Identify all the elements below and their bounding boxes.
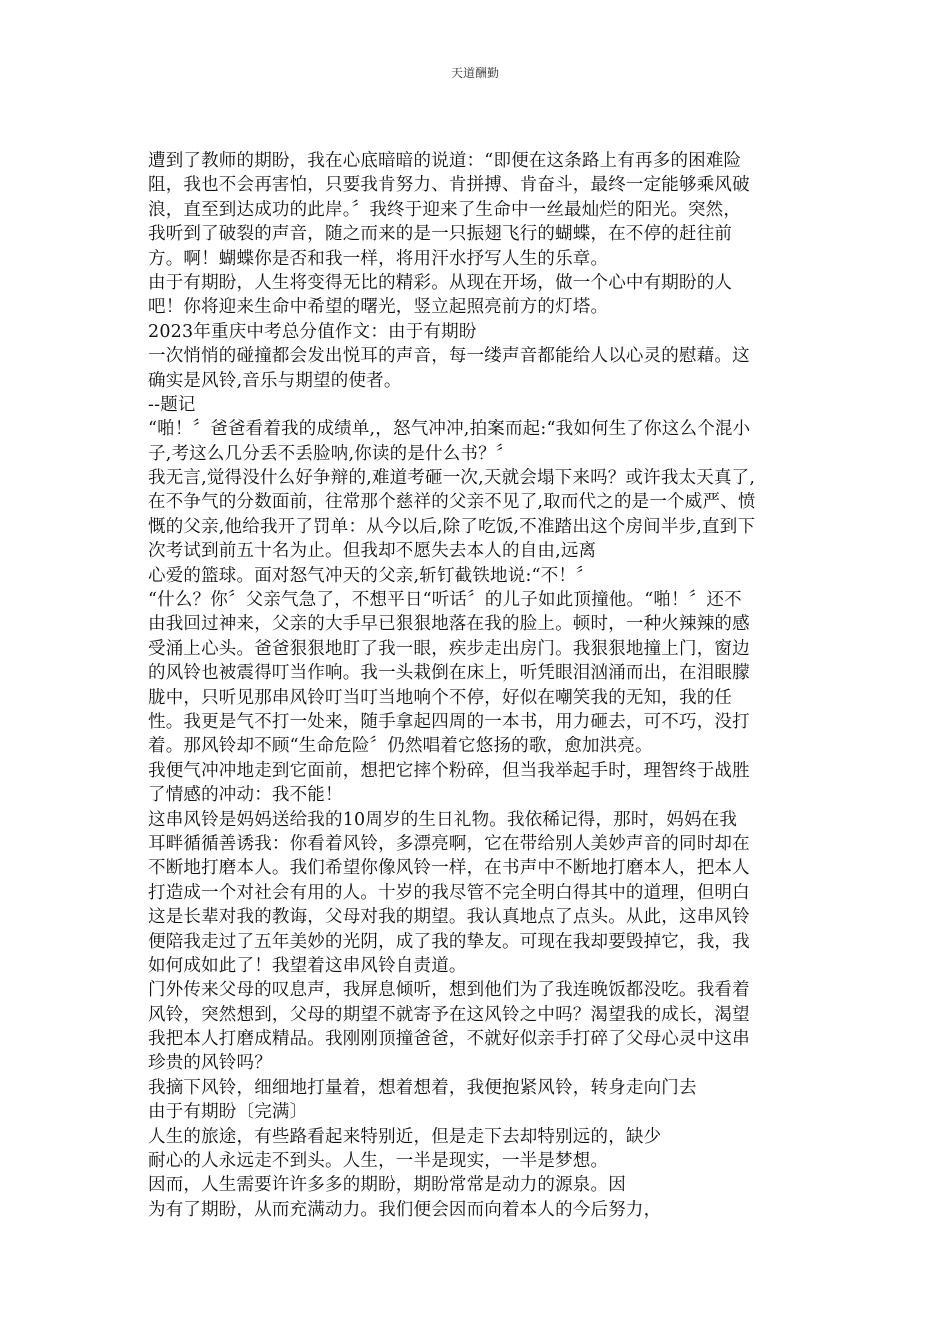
text-line: 由我回过神来，父亲的大手早已狠狠地落在我的脸上。顿时，一种火辣辣的感: [148, 614, 750, 635]
text-line: 我把本人打磨成精品。我刚刚顶撞爸爸，不就好似亲手打碎了父母心灵中这串: [148, 1029, 750, 1050]
text-line: 便陪我走过了五年美妙的光阴，成了我的挚友。可现在我却要毁掉它，我，我: [148, 931, 750, 952]
text-line: “啪！〞爸爸看着我的成绩单,，怒气冲冲,拍案而起:“我如何生了你这么个混小: [148, 419, 751, 440]
text-line: 我摘下风铃，细细地打量着，想着想着，我便抱紧风铃，转身走向门去: [148, 1077, 697, 1098]
text-line: 人生的旅途，有些路看起来特别近，但是走下去却特别远的，缺少: [148, 1126, 662, 1147]
text-line: 为有了期盼，从而充满动力。我们便会因而向着本人的今后努力，: [148, 1199, 662, 1220]
text-line: 耳畔循循善诱我：你看着风铃，多漂亮啊，它在带给别人美妙声音的同时却在: [148, 833, 750, 854]
text-line: 由于有期盼，人生将变得无比的精彩。从现在开场，做一个心中有期盼的人: [148, 272, 733, 293]
text-line: 慨的父亲,他给我开了罚单：从今以后,除了吃饭,不准踏出这个房间半步,直到下: [148, 516, 756, 537]
text-line: 在不争气的分数面前，往常那个慈祥的父亲不见了,取而代之的是一个威严、愤: [148, 492, 756, 513]
text-line: 胧中，只听见那串风铃叮当叮当地响个不停，好似在嘲笑我的无知，我的任: [148, 687, 733, 708]
text-line: 阻，我也不会再害怕，只要我肯努力、肯拼搏、肯奋斗，最终一定能够乘风破: [148, 175, 750, 196]
text-line: 性。我更是气不打一处来，随手拿起四周的一本书，用力砸去，可不巧，没打: [148, 711, 750, 732]
text-line: 打造成一个对社会有用的人。十岁的我尽管不完全明白得其中的道理，但明白: [148, 882, 750, 903]
text-line: 心爱的篮球。面对怒气冲天的父亲,斩钉截铁地说:“不！〞: [148, 565, 594, 586]
text-line: 风铃，突然想到，父母的期望不就寄予在这风铃之中吗？渴望我的成长，渴望: [148, 1004, 750, 1025]
page-header-title: 天道酬勤: [450, 66, 499, 80]
text-line: 这串风铃是妈妈送给我的10周岁的生日礼物。我依稀记得，那时，妈妈在我: [148, 809, 738, 830]
text-line: --题记: [148, 394, 196, 415]
text-line: 珍贵的风铃吗？: [148, 1053, 272, 1074]
text-line: 吧！你将迎来生命中希望的曙光，竖立起照亮前方的灯塔。: [148, 297, 609, 318]
text-line: 我听到了破裂的声音，随之而来的是一只振翅飞行的蝴蝶，在不停的赶往前: [148, 224, 733, 245]
text-line: 一次悄悄的碰撞都会发出悦耳的声音，每一缕声音都能给人以心灵的慰藉。这: [148, 346, 750, 367]
text-line: 不断地打磨本人。我们希望你像风铃一样，在书声中不断地打磨本人，把本人: [148, 858, 750, 879]
document-body: [148, 149, 808, 1222]
text-line: 遭到了教师的期盼，我在心底暗暗的说道：“即便在这条路上有再多的困难险: [148, 151, 742, 171]
text-line: 门外传来父母的叹息声，我屏息倾听，想到他们为了我连晚饭都没吃。我看着: [148, 980, 750, 1001]
text-line: 2023年重庆中考总分值作文：由于有期盼: [148, 321, 477, 342]
text-line: 子,考这么几分丢不丢脸呐,你读的是什么书？〞: [148, 443, 514, 464]
text-line: “什么？你〞父亲气急了，不想平日“听话〞的儿子如此顶撞他。“啪！〞还不: [148, 590, 742, 611]
text-line: 着。那风铃却不顾“生命危险〞仍然唱着它悠扬的歌，愈加洪亮。: [148, 736, 653, 757]
text-line: 方。啊！蝴蝶你是否和我一样，将用汗水抒写人生的乐章。: [148, 248, 609, 269]
text-line: 的风铃也被震得叮当作响。我一头栽倒在床上，听凭眼泪汹涌而出，在泪眼朦: [148, 663, 750, 684]
text-line: 我便气冲冲地走到它面前，想把它摔个粉碎，但当我举起手时，理智终于战胜: [148, 760, 750, 781]
text-line: 耐心的人永远走不到头。人生，一半是现实，一半是梦想。: [148, 1151, 609, 1172]
text-line: 受涌上心头。爸爸狠狠地盯了我一眼，疾步走出房门。我狠狠地撞上门，窗边: [148, 638, 750, 659]
text-line: 因而，人生需要许许多多的期盼，期盼常常是动力的源泉。因: [148, 1175, 626, 1196]
text-line: 如何成如此了！我望着这串风铃自责道。: [148, 955, 467, 976]
text-line: 确实是风铃,音乐与期望的使者。: [148, 370, 402, 391]
text-line: 浪，直至到达成功的此岸。〞我终于迎来了生命中一丝最灿烂的阳光。突然，: [148, 199, 742, 220]
text-line: 由于有期盼〔完满〕: [148, 1102, 308, 1123]
text-line: 我无言,觉得没什么好争辩的,难道考砸一次,天就会塌下来吗？或许我太天真了,: [148, 468, 756, 489]
text-line: 了情感的冲动：我不能！: [148, 785, 343, 806]
text-line: 这是长辈对我的教诲，父母对我的期望。我认真地点了点头。从此，这串风铃: [148, 907, 750, 928]
text-line: 次考试到前五十名为止。但我却不愿失去本人的自由,远离: [148, 541, 597, 562]
